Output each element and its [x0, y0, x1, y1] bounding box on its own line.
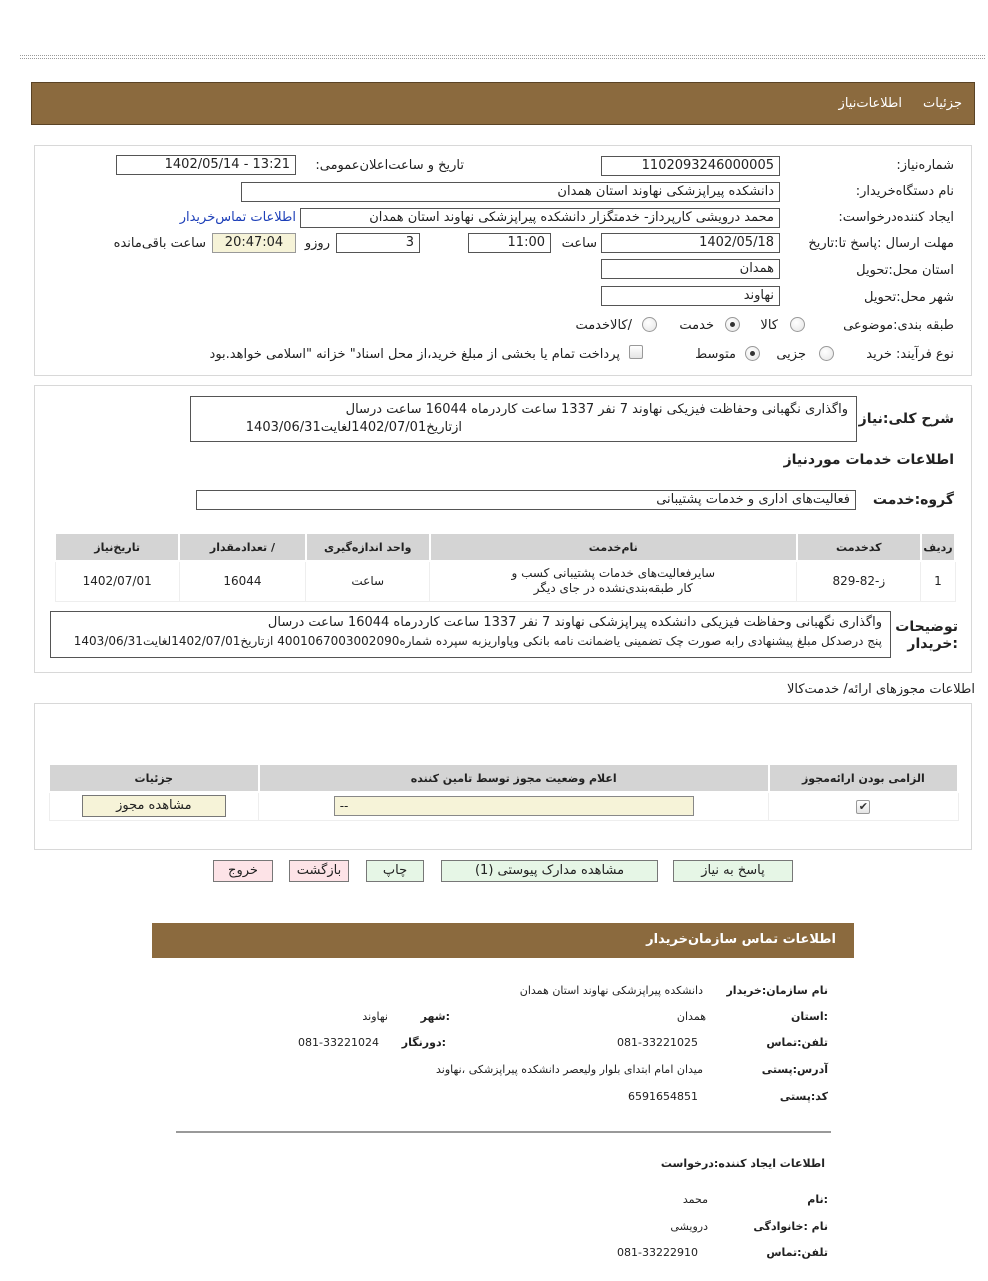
row-code: ز-82-829	[797, 561, 921, 601]
contact-city-label: :شهر	[420, 1010, 450, 1023]
permit-details-cell	[49, 792, 259, 820]
contact-header-bar	[152, 923, 854, 958]
category-goods-service-label: /کالاخدمت	[575, 318, 632, 333]
table-row	[55, 561, 955, 601]
creator-family-label: نام :خانوادگی	[753, 1220, 828, 1233]
contact-phone-value: 081-33221025	[617, 1036, 698, 1049]
contact-divider	[176, 1131, 831, 1133]
contact-title: اطلاعات تماس سازمان‌خریدار	[646, 932, 836, 947]
buyer-notes-box	[50, 611, 891, 658]
category-goods-service-radio[interactable]	[642, 317, 657, 332]
city-field: نهاوند	[601, 286, 780, 306]
col-unit: واحد اندازه‌گیری	[306, 533, 430, 561]
permit-status-field: --	[334, 796, 694, 816]
need-number-label: شماره‌نیاز:	[896, 158, 954, 173]
view-permit-button[interactable]: مشاهده مجوز	[82, 795, 226, 817]
creator-family-value: درویشی	[670, 1220, 708, 1233]
row-qty: 16044	[179, 561, 305, 601]
contact-province-value: همدان	[676, 1010, 706, 1023]
contact-phone-label: تلفن:تماس	[766, 1036, 828, 1049]
deadline-time-field: 11:00	[468, 233, 551, 253]
summary-box	[190, 396, 857, 442]
process-partial-label: جزیی	[776, 347, 806, 362]
exit-button[interactable]: خروج	[213, 860, 273, 882]
buyer-label: نام دستگاه‌خریدار:	[855, 184, 954, 199]
days-label: روزو	[304, 236, 330, 251]
remaining-label: ساعت باقی‌مانده	[113, 236, 206, 251]
contact-postal-label: کد:پستی	[779, 1090, 828, 1103]
buyer-contact-link[interactable]: اطلاعات تماس‌خریدار	[179, 210, 296, 225]
reply-button[interactable]: پاسخ به نیاز	[673, 860, 793, 882]
attachments-button[interactable]: مشاهده مدارک پیوستی (1)	[441, 860, 658, 882]
contact-postal-value: 6591654851	[628, 1090, 698, 1103]
row-date: 1402/07/01	[55, 561, 179, 601]
contact-city-value: نهاوند	[362, 1010, 388, 1023]
permits-table-header	[49, 764, 958, 792]
contact-org-value: دانشکده پیراپزشکی نهاوند استان همدان	[519, 984, 703, 997]
col-date: تاریخ‌نیاز	[55, 533, 179, 561]
permits-table	[48, 763, 959, 821]
announce-datetime-field: 1402/05/14 - 13:21	[116, 155, 296, 175]
deadline-label: مهلت ارسال :پاسخ تا:تاریخ	[808, 236, 954, 251]
remaining-time-display: 20:47:04	[212, 233, 296, 253]
print-button[interactable]: چاپ	[366, 860, 424, 882]
services-table-header	[55, 533, 955, 561]
category-goods-label: کالا	[760, 318, 778, 333]
creator-phone-label: تلفن:تماس	[766, 1246, 828, 1259]
back-button[interactable]: بازگشت	[289, 860, 349, 882]
creator-info-title: اطلاعات ایجاد کننده:درخواست	[660, 1157, 825, 1170]
need-info-panel	[34, 145, 972, 376]
col-required: الزامی بودن ارائه‌مجوز	[769, 764, 958, 792]
buyer-notes-label-1: توضیحات	[895, 619, 958, 635]
process-partial-radio[interactable]	[819, 346, 834, 361]
need-number-field: 1102093246000005	[601, 156, 780, 176]
contact-province-label: :استان	[791, 1010, 828, 1023]
buyer-field: دانشکده پیراپزشکی نهاوند استان همدان	[241, 182, 780, 202]
row-name-line-1: سایرفعالیت‌های خدمات پشتیبانی کسب و	[511, 566, 716, 581]
group-field: فعالیت‌های اداری و خدمات پشتیبانی	[196, 490, 856, 510]
creator-phone-value: 081-33222910	[617, 1246, 698, 1259]
col-name: نام‌خدمت	[430, 533, 797, 561]
group-label: گروه:خدمت	[872, 492, 954, 508]
province-field: همدان	[601, 259, 780, 279]
contact-address-value: میدان امام ابتدای بلوار ولیعصر دانشکده پیراپزشکی ،نهاوند	[436, 1063, 703, 1076]
buyer-notes-line-1: واگذاری نگهبانی وحفاظت فیزیکی دانشکده پیراپزشکی نهاوند 7 نفر 1337 ساعت کاردرماه 16044 ساعت درسال	[267, 615, 882, 630]
category-service-label: خدمت	[679, 318, 714, 333]
summary-label: شرح کلی:نیاز	[858, 411, 954, 427]
row-unit: ساعت	[306, 561, 430, 601]
process-medium-label: متوسط	[695, 347, 736, 362]
permit-status-cell	[259, 792, 769, 820]
services-table	[54, 532, 956, 602]
treasury-payment-note: پرداخت تمام یا بخشی از مبلغ خرید،از محل اسناد" خزانه "اسلامی خواهد.بود	[209, 347, 620, 362]
tab-details[interactable]: جزئیات	[923, 96, 962, 111]
buyer-notes-label-2: :خریدار	[907, 636, 958, 652]
row-name-line-2: کار طبقه‌بندی‌نشده در جای دیگر	[533, 581, 693, 596]
contact-address-label: آدرس:پستی	[761, 1063, 828, 1076]
top-divider	[20, 55, 985, 59]
creator-name-value: محمد	[682, 1193, 708, 1206]
creator-label: ایجاد کننده‌درخواست:	[838, 210, 954, 225]
contact-org-label: نام سازمان:خریدار	[726, 984, 828, 997]
process-medium-radio[interactable]	[745, 346, 760, 361]
summary-line-1: واگذاری نگهبانی وحفاظت فیزیکی نهاوند 7 نفر 1337 ساعت کاردرماه 16044 ساعت درسال	[345, 402, 848, 417]
row-name	[430, 561, 797, 601]
category-label: طبقه بندی:موضوعی	[843, 318, 954, 333]
permit-required-checkbox: ✔	[856, 800, 870, 814]
table-row	[49, 792, 958, 820]
col-status: اعلام وضعیت مجوز توسط تامین کننده	[259, 764, 769, 792]
contact-fax-label: :دورنگار	[401, 1036, 446, 1049]
col-qty: / تعدادمقدار	[179, 533, 305, 561]
category-service-radio[interactable]	[725, 317, 740, 332]
permit-required-cell	[769, 792, 958, 820]
summary-line-2: ازتاریخ1402/07/01لغایت1403/06/31	[245, 420, 462, 435]
tab-need-info[interactable]: اطلاعات‌نیاز	[838, 96, 902, 111]
treasury-payment-checkbox[interactable]	[629, 345, 643, 359]
days-field: 3	[336, 233, 420, 253]
deadline-hour-label: ساعت	[561, 236, 597, 251]
category-goods-radio[interactable]	[790, 317, 805, 332]
services-title: اطلاعات خدمات موردنیاز	[783, 452, 954, 468]
row-index: 1	[921, 561, 955, 601]
city-label: شهر محل:تحویل	[864, 290, 954, 305]
col-code: کدخدمت	[797, 533, 921, 561]
contact-fax-value: 081-33221024	[298, 1036, 379, 1049]
creator-field: محمد درویشی کارپرداز- خدمتگزار دانشکده پیراپزشکی نهاوند استان همدان	[300, 208, 780, 228]
buyer-notes-line-2: پنج درصدکل مبلغ پیشنهادی رابه صورت چک تضمینی یاضمانت نامه بانکی وپاواریزبه سپرده شماره4001067003002090 ازتاریخ1402/07/01لغایت1403/06/31	[73, 634, 882, 648]
announce-label: تاریخ و ساعت‌اعلان‌عمومی:	[315, 158, 464, 173]
col-details: جزئیات	[49, 764, 259, 792]
permits-title: اطلاعات مجوزهای ارائه/ خدمت‌کالا	[786, 682, 975, 697]
creator-name-label: :نام	[807, 1193, 828, 1206]
details-header-bar	[31, 82, 975, 125]
deadline-date-field: 1402/05/18	[601, 233, 780, 253]
col-row: ردیف	[921, 533, 955, 561]
province-label: استان محل:تحویل	[856, 263, 954, 278]
process-label: نوع فرآیند: خرید	[866, 347, 954, 362]
